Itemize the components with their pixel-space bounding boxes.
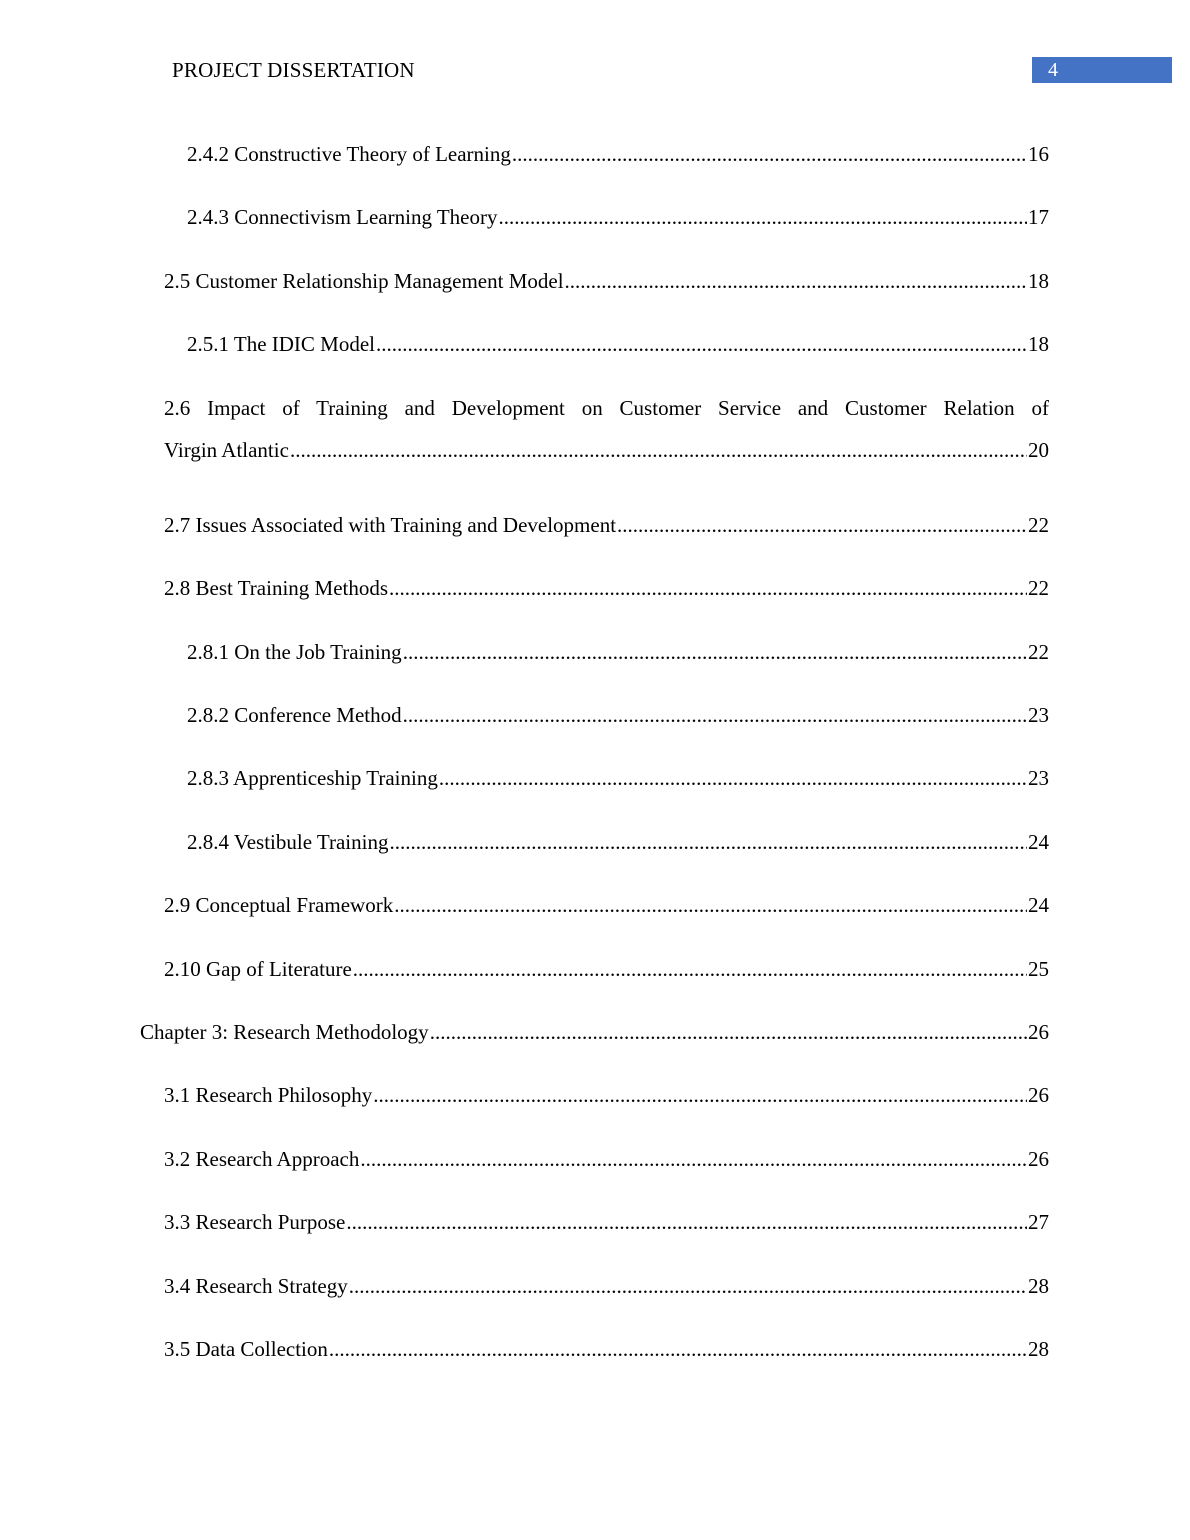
toc-entry-page: 27 (1028, 1210, 1049, 1234)
toc-entry-chapter-3[interactable] (140, 1019, 1049, 1045)
toc-entry-2-5-1[interactable] (187, 331, 1049, 357)
toc-dot-leader (565, 268, 1027, 294)
toc-dot-leader (439, 765, 1027, 791)
toc-dot-leader (376, 331, 1027, 357)
toc-entry-2-8-4[interactable] (187, 829, 1049, 855)
toc-entry-3-5[interactable] (164, 1336, 1049, 1362)
toc-entry-label: Chapter 3: Research Methodology (140, 1020, 429, 1044)
toc-entry-label: 3.3 Research Purpose (164, 1210, 346, 1234)
toc-entry-line2 (164, 437, 1049, 463)
toc-entry-label: 2.8 Best Training Methods (164, 576, 389, 600)
toc-dot-leader (389, 575, 1027, 601)
toc-entry-page: 18 (1028, 269, 1049, 293)
toc-entry-3-1[interactable] (164, 1082, 1049, 1108)
toc-dot-leader (403, 702, 1027, 728)
toc-entry-3-2[interactable] (164, 1146, 1049, 1172)
toc-dot-leader (430, 1019, 1027, 1045)
toc-entry-page: 22 (1028, 513, 1049, 537)
toc-dot-leader (353, 956, 1027, 982)
toc-entry-label: 2.10 Gap of Literature (164, 957, 352, 981)
toc-entry-label: 2.4.2 Constructive Theory of Learning (187, 142, 511, 166)
toc-entry-label: 2.8.3 Apprenticeship Training (187, 766, 438, 790)
toc-entry-page: 28 (1028, 1337, 1049, 1361)
toc-entry-label: 3.1 Research Philosophy (164, 1083, 373, 1107)
toc-entry-label: 2.5.1 The IDIC Model (187, 332, 376, 356)
toc-entry-3-3[interactable] (164, 1209, 1049, 1235)
toc-entry-page: 26 (1028, 1147, 1049, 1171)
toc-entry-page: 28 (1028, 1274, 1049, 1298)
toc-dot-leader (346, 1209, 1027, 1235)
toc-dot-leader (290, 437, 1027, 463)
page-number-badge: 4 (1032, 57, 1172, 83)
toc-entry-label: 2.8.2 Conference Method (187, 703, 402, 727)
toc-entry-page: 17 (1028, 205, 1049, 229)
toc-dot-leader (373, 1082, 1027, 1108)
toc-dot-leader (360, 1146, 1027, 1172)
toc-dot-leader (617, 512, 1027, 538)
toc-entry-2-8-1[interactable] (187, 639, 1049, 665)
toc-entry-page: 20 (1028, 438, 1049, 462)
toc-entry-3-4[interactable] (164, 1273, 1049, 1299)
toc-entry-2-4-2[interactable] (187, 141, 1049, 167)
toc-entry-label: 2.4.3 Connectivism Learning Theory (187, 205, 498, 229)
toc-entry-page: 16 (1028, 142, 1049, 166)
toc-entry-page: 18 (1028, 332, 1049, 356)
toc-entry-2-8-3[interactable] (187, 765, 1049, 791)
toc-entry-2-4-3[interactable] (187, 204, 1049, 230)
toc-entry-page: 26 (1028, 1083, 1049, 1107)
toc-entry-2-8[interactable] (164, 575, 1049, 601)
toc-dot-leader (394, 892, 1027, 918)
toc-entry-label: 2.5 Customer Relationship Management Model (164, 269, 564, 293)
toc-entry-label: 3.4 Research Strategy (164, 1274, 348, 1298)
toc-dot-leader (403, 639, 1027, 665)
toc-entry-page: 24 (1028, 893, 1049, 917)
toc-entry-2-10[interactable] (164, 956, 1049, 982)
toc-entry-label: 2.9 Conceptual Framework (164, 893, 394, 917)
running-header-title: PROJECT DISSERTATION (172, 58, 415, 82)
toc-dot-leader (498, 204, 1027, 230)
toc-entry-2-9[interactable] (164, 892, 1049, 918)
toc-dot-leader (389, 829, 1027, 855)
toc-entry-label-line2: Virgin Atlantic (164, 438, 289, 462)
toc-dot-leader (349, 1273, 1027, 1299)
toc-entry-2-8-2[interactable] (187, 702, 1049, 728)
toc-dot-leader (329, 1336, 1027, 1362)
toc-entry-2-6[interactable] (164, 381, 1049, 463)
toc-dot-leader (512, 141, 1027, 167)
toc-entry-label-line1: 2.6 Impact of Training and Development on Customer Service and Customer Relation of (164, 396, 1049, 420)
toc-entry-page: 24 (1028, 830, 1049, 854)
toc-entry-page: 23 (1028, 766, 1049, 790)
toc-entry-label: 2.8.1 On the Job Training (187, 640, 402, 664)
toc-entry-label: 2.8.4 Vestibule Training (187, 830, 389, 854)
toc-entry-label: 3.2 Research Approach (164, 1147, 360, 1171)
toc-entry-page: 26 (1028, 1020, 1049, 1044)
toc-entry-2-5[interactable] (164, 268, 1049, 294)
toc-entry-page: 22 (1028, 576, 1049, 600)
toc-entry-label: 2.7 Issues Associated with Training and Development (164, 513, 617, 537)
toc-entry-page: 23 (1028, 703, 1049, 727)
toc-entry-label: 3.5 Data Collection (164, 1337, 328, 1361)
toc-entry-page: 22 (1028, 640, 1049, 664)
toc-entry-page: 25 (1028, 957, 1049, 981)
toc-entry-2-7[interactable] (164, 512, 1049, 538)
